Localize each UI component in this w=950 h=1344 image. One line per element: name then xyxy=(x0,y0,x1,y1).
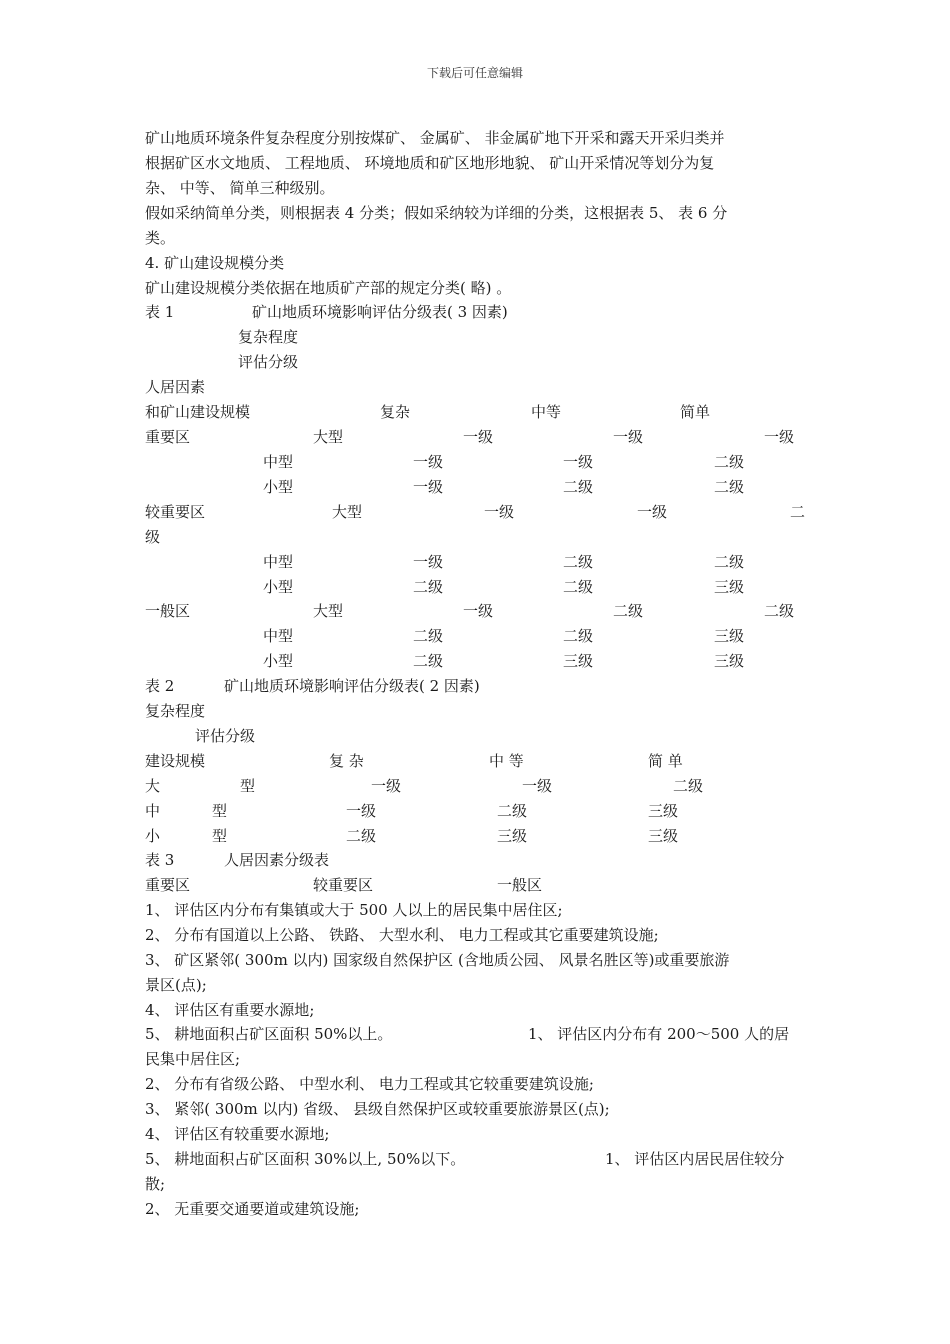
table2-scale: 型 xyxy=(240,777,256,795)
table1-cell: 二级 xyxy=(563,478,594,496)
table3-line: 3、 紧邻( 300m 以内) 省级、 县级自然保护区或较重要旅游景区(点); xyxy=(145,1100,610,1118)
table3-line: 4、 评估区有重要水源地; xyxy=(145,1001,315,1019)
intro-line: 矿山地质环境条件复杂程度分别按煤矿、 金属矿、 非金属矿地下开采和露天开采归类并 xyxy=(145,129,725,147)
table1-cell: 二级 xyxy=(413,627,444,645)
table1-area: 较重要区 xyxy=(145,503,206,521)
table1-title: 矿山地质环境影响评估分级表( 3 因素) xyxy=(252,303,508,321)
table2-scale: 型 xyxy=(212,827,228,845)
table3-line: 1、 评估区内分布有 200～500 人的居 xyxy=(528,1025,790,1043)
table3-line: 民集中居住区; xyxy=(145,1050,241,1068)
table1-cell: 二级 xyxy=(613,602,644,620)
table2-head-scale: 建设规模 xyxy=(145,752,206,770)
table1-cell: 三级 xyxy=(714,627,745,645)
table1-col-header: 简单 xyxy=(680,403,711,421)
table1-cell: 二级 xyxy=(563,553,594,571)
table3-line: 1、 评估区内分布有集镇或大于 500 人以上的居民集中居住区; xyxy=(145,901,563,919)
table1-cell: 一级 xyxy=(613,428,644,446)
table2-scale: 小 xyxy=(145,827,161,845)
table1-cell: 一级 xyxy=(563,453,594,471)
table1-cell: 一级 xyxy=(413,553,444,571)
table1-label: 表 1 xyxy=(145,303,175,321)
table2-title: 矿山地质环境影响评估分级表( 2 因素) xyxy=(224,677,480,695)
table3-title: 人居因素分级表 xyxy=(224,851,330,869)
table1-head-grade: 评估分级 xyxy=(238,353,299,371)
table1-cell: 二级 xyxy=(714,553,745,571)
table3-line: 5、 耕地面积占矿区面积 30%以上, 50%以下。 xyxy=(145,1150,466,1168)
table1-cell: 三级 xyxy=(714,578,745,596)
table1-area: 重要区 xyxy=(145,428,191,446)
table1-wrap: 级 xyxy=(145,528,161,546)
table3-line: 2、 分布有省级公路、 中型水利、 电力工程或其它较重要建筑设施; xyxy=(145,1075,594,1093)
table3-line: 景区(点); xyxy=(145,976,207,994)
table1-cell: 二级 xyxy=(563,627,594,645)
section-heading: 4. 矿山建设规模分类 xyxy=(145,254,285,272)
table2-col-header: 简 单 xyxy=(648,752,683,770)
table2-scale: 大 xyxy=(145,777,161,795)
table2-scale: 中 xyxy=(145,802,161,820)
table1-scale: 中型 xyxy=(263,453,294,471)
table2-cell: 三级 xyxy=(497,827,528,845)
table1-cell: 一级 xyxy=(463,428,494,446)
table1-cell: 二级 xyxy=(714,453,745,471)
table2-cell: 二级 xyxy=(673,777,704,795)
table3-line: 4、 评估区有较重要水源地; xyxy=(145,1125,330,1143)
table1-cell: 一级 xyxy=(463,602,494,620)
table1-cell: 一级 xyxy=(413,453,444,471)
table2-cell: 一级 xyxy=(346,802,377,820)
intro-line: 类。 xyxy=(145,229,176,247)
table2-label: 表 2 xyxy=(145,677,175,695)
table1-cell: 一级 xyxy=(484,503,515,521)
table1-cell: 一级 xyxy=(637,503,668,521)
table1-head-factor: 和矿山建设规模 xyxy=(145,403,251,421)
table3-col-header: 重要区 xyxy=(145,876,191,894)
table1-area: 一般区 xyxy=(145,602,191,620)
table2-cell: 三级 xyxy=(648,827,679,845)
table2-cell: 一级 xyxy=(522,777,553,795)
table1-scale: 大型 xyxy=(313,428,344,446)
table1-cell: 二 xyxy=(790,503,806,521)
table3-line: 3、 矿区紧邻( 300m 以内) 国家级自然保护区 (含地质公园、 风景名胜区等)或重要旅游 xyxy=(145,951,730,969)
table2-cell: 一级 xyxy=(371,777,402,795)
intro-line: 杂、 中等、 简单三种级别。 xyxy=(145,179,335,197)
table1-scale: 小型 xyxy=(263,578,294,596)
table2-cell: 二级 xyxy=(346,827,377,845)
table2-scale: 型 xyxy=(212,802,228,820)
table2-col-header: 中 等 xyxy=(489,752,524,770)
table1-cell: 三级 xyxy=(714,652,745,670)
table3-label: 表 3 xyxy=(145,851,175,869)
table1-scale: 中型 xyxy=(263,553,294,571)
table1-cell: 二级 xyxy=(413,578,444,596)
table1-head-complexity: 复杂程度 xyxy=(238,328,299,346)
table1-scale: 小型 xyxy=(263,652,294,670)
table1-scale: 大型 xyxy=(332,503,363,521)
table1-cell: 二级 xyxy=(764,602,795,620)
table3-line: 2、 分布有国道以上公路、 铁路、 大型水利、 电力工程或其它重要建筑设施; xyxy=(145,926,659,944)
table1-cell: 一级 xyxy=(413,478,444,496)
intro-line: 假如采纳简单分类，则根据表 4 分类；假如采纳较为详细的分类，这根据表 5、 表 6 分 xyxy=(145,204,728,222)
table1-scale: 小型 xyxy=(263,478,294,496)
table1-col-header: 复杂 xyxy=(380,403,411,421)
table2-cell: 三级 xyxy=(648,802,679,820)
table3-line: 5、 耕地面积占矿区面积 50%以上。 xyxy=(145,1025,393,1043)
table1-scale: 中型 xyxy=(263,627,294,645)
table2-cell: 二级 xyxy=(497,802,528,820)
table1-cell: 二级 xyxy=(413,652,444,670)
table2-head-complexity: 复杂程度 xyxy=(145,702,206,720)
intro-line: 根据矿区水文地质、 工程地质、 环境地质和矿区地形地貌、 矿山开采情况等划分为复 xyxy=(145,154,715,172)
table2-col-header: 复 杂 xyxy=(329,752,364,770)
table1-cell: 三级 xyxy=(563,652,594,670)
table1-cell: 一级 xyxy=(764,428,795,446)
table1-cell: 二级 xyxy=(563,578,594,596)
table1-col-header: 中等 xyxy=(531,403,562,421)
table1-cell: 二级 xyxy=(714,478,745,496)
intro-line: 矿山建设规模分类依据在地质矿产部的规定分类( 略) 。 xyxy=(145,279,512,297)
table1-head-factor: 人居因素 xyxy=(145,378,206,396)
table3-line: 2、 无重要交通要道或建筑设施; xyxy=(145,1200,360,1218)
table3-col-header: 较重要区 xyxy=(313,876,374,894)
table3-line: 散; xyxy=(145,1175,166,1193)
table3-line: 1、 评估区内居民居住较分 xyxy=(605,1150,785,1168)
table2-head-grade: 评估分级 xyxy=(195,727,256,745)
page-header: 下载后可任意编辑 xyxy=(426,66,523,80)
table1-scale: 大型 xyxy=(313,602,344,620)
table3-col-header: 一般区 xyxy=(497,876,543,894)
